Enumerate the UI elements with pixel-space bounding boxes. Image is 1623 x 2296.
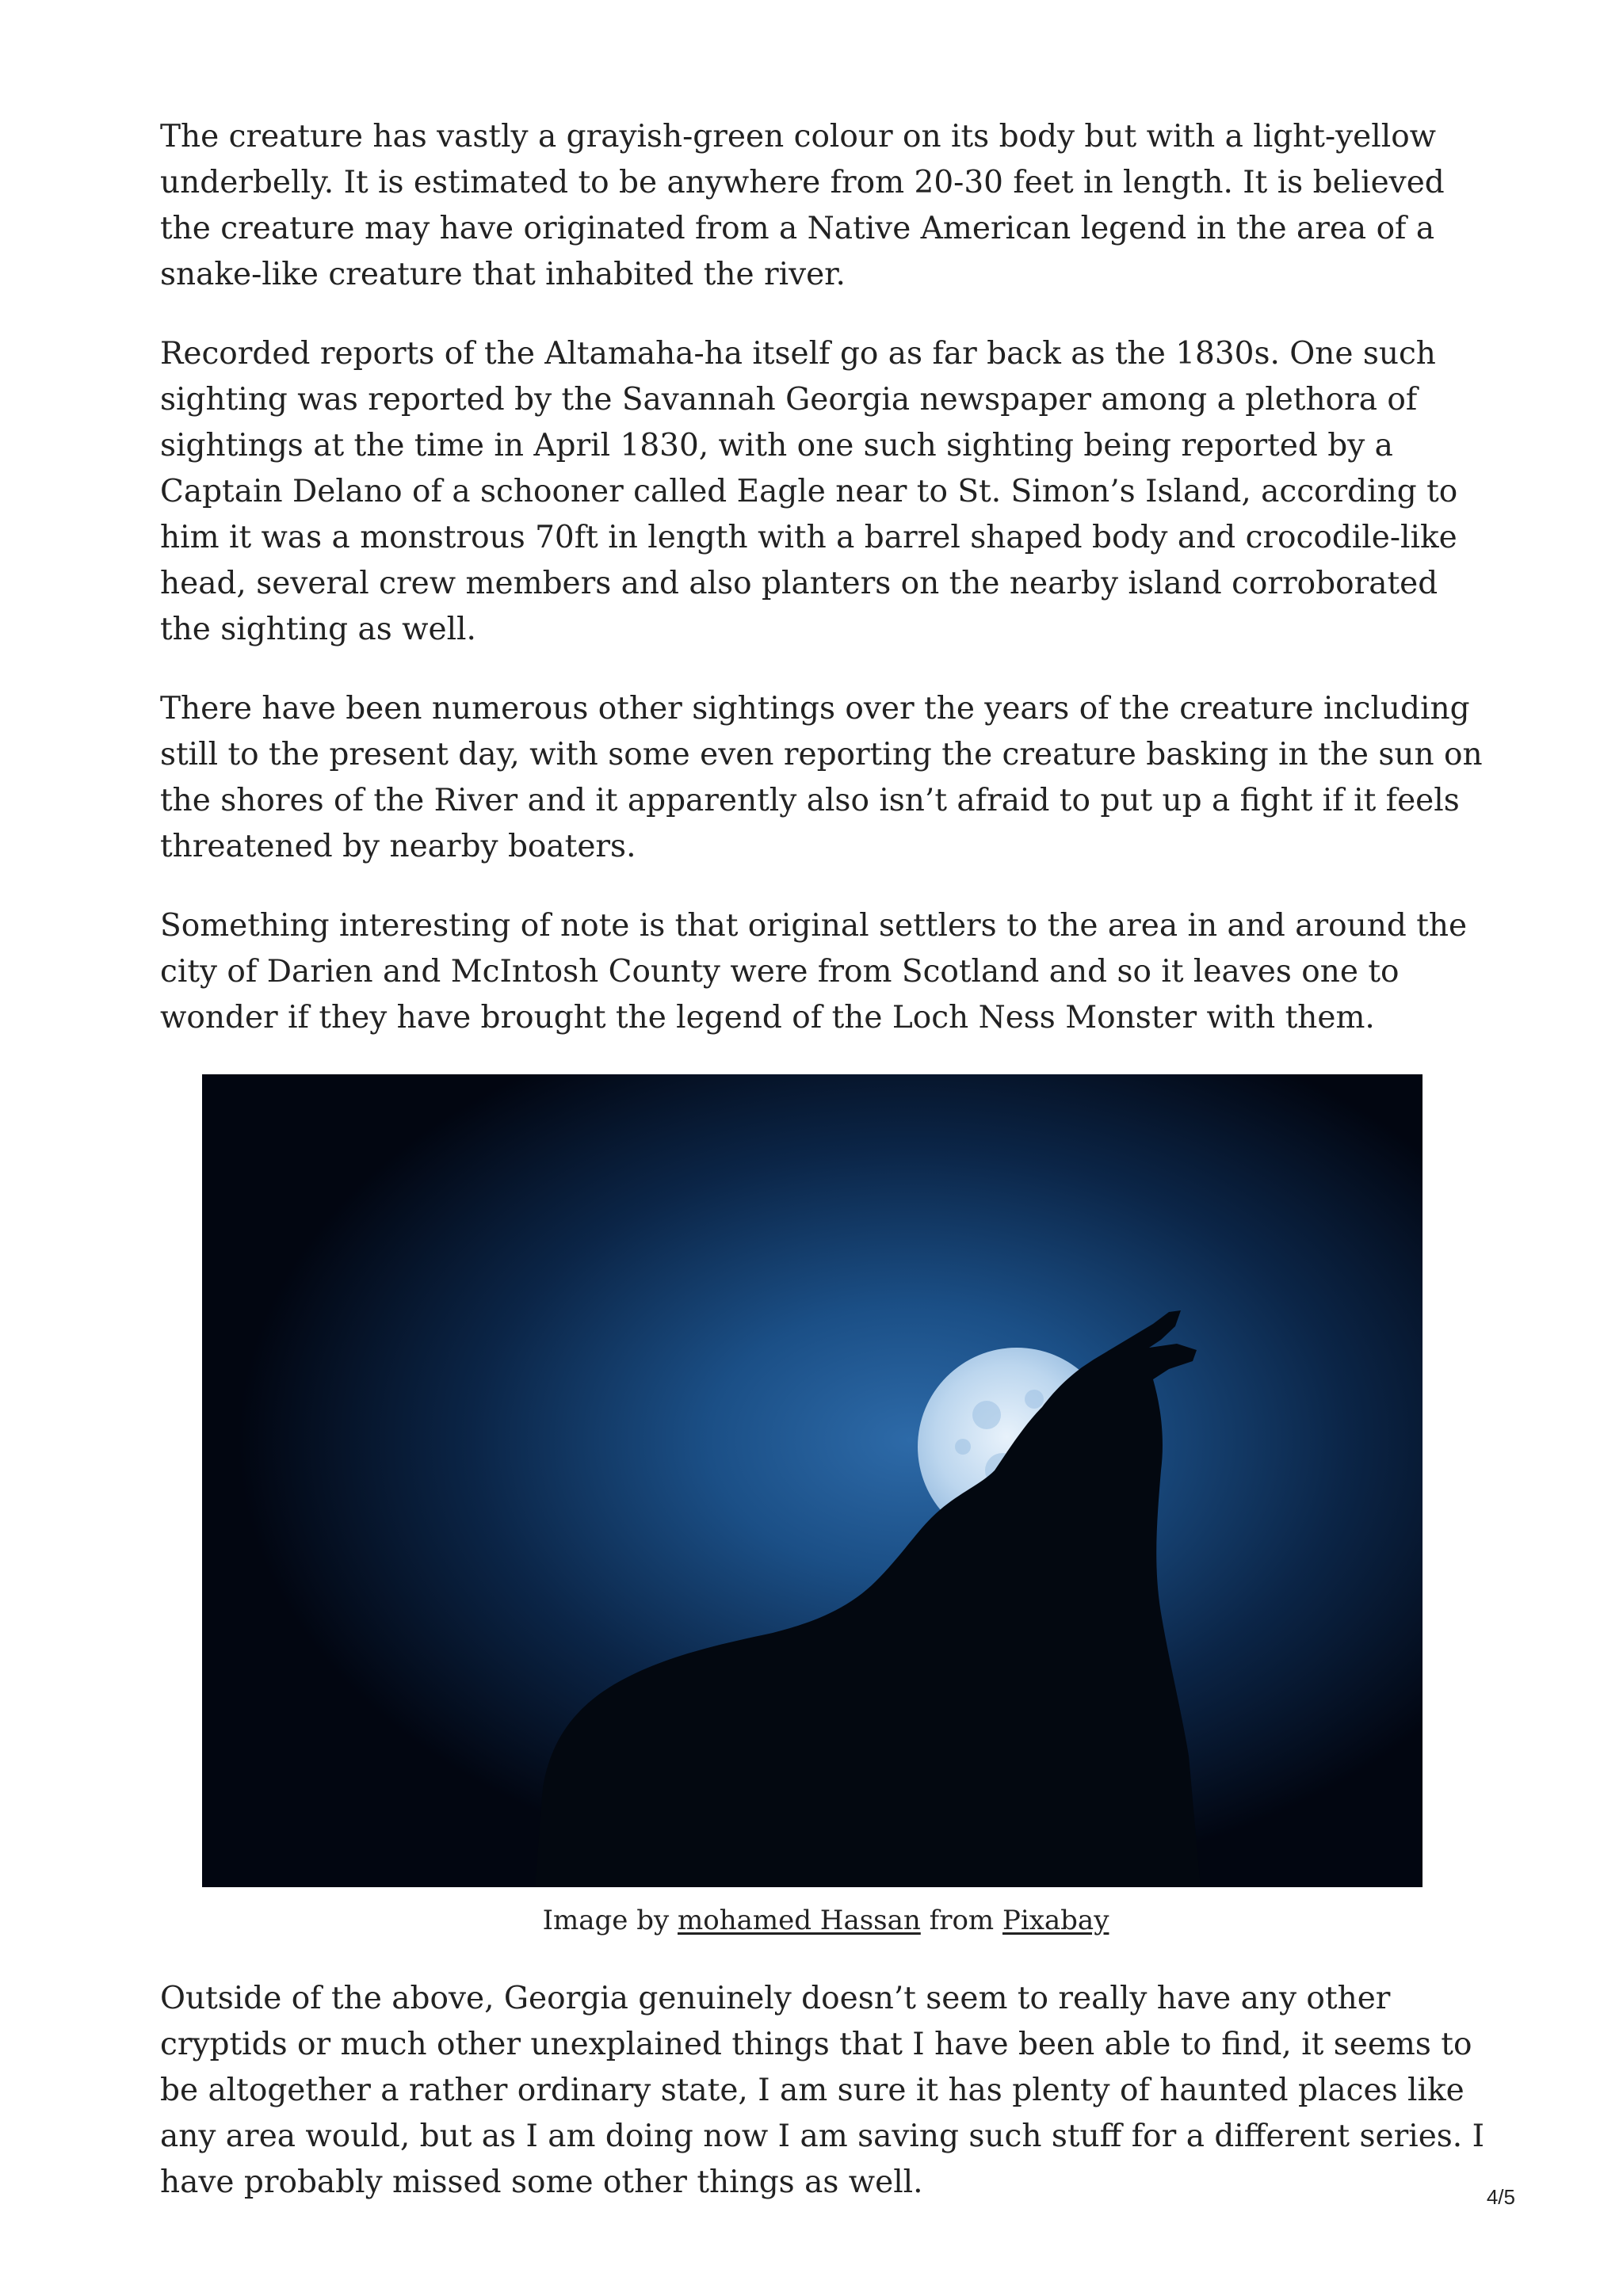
wolf-moon-figure: [160, 1074, 1491, 1939]
figure-caption: [160, 1901, 1491, 1939]
page-number: 4/5: [1486, 2185, 1515, 2209]
paragraph-creature-description: The creature has vastly a grayish-green colour on its body but with a light-yellow underbelly. It is estimated to be anywhere from 20-30 feet in length. It is believed the creature may have originated from a Native American legend in the area of a snake-like creature that inhabited the river.: [160, 119, 1445, 292]
paragraph-scottish-settlers: Something interesting of note is that original settlers to the area in and around the city of Darien and McIntosh County were from Scotland and so it leaves one to wonder if they have brought the legend of the Loch Ness Monster with them.: [160, 908, 1468, 1035]
caption-prefix: Image by: [542, 1905, 678, 1936]
paragraph-recorded-reports: Recorded reports of the Altamaha-ha itself go as far back as the 1830s. One such sighting was reported by the Savannah Georgia newspaper among a plethora of sightings at the time in April 1830, with one such sighting being reported by a Captain Delano of a schooner called Eagle near to St. Simon’s Island, according to him it was a monstrous 70ft in length with a barrel shaped body and crocodile-like head, several crew members and also planters on the nearby island corroborated the sighting as well.: [160, 336, 1458, 647]
source-link[interactable]: Pixabay: [1002, 1905, 1109, 1936]
caption-middle: from: [920, 1905, 1002, 1936]
article-body: [160, 114, 1491, 2239]
wolf-howling-moon-image: [202, 1074, 1423, 1887]
wolf-silhouette-illustration: [202, 1074, 1423, 1887]
paragraph-conclusion: Outside of the above, Georgia genuinely doesn’t seem to really have any other cryptids or much other unexplained things that I have been able to find, it seems to be altogether a rather ordinary state, I am sure it has plenty of haunted places like any area would, but as I am doing now I am saving such stuff for a different series. I have probably missed some other things as well.: [160, 1981, 1484, 2200]
paragraph-other-sightings: There have been numerous other sightings over the years of the creature including still to the present day, with some even reporting the creature basking in the sun on the shores of the River and it apparently also isn’t afraid to put up a fight if it feels threatened by nearby boaters.: [160, 691, 1483, 864]
author-link[interactable]: mohamed Hassan: [678, 1905, 921, 1936]
